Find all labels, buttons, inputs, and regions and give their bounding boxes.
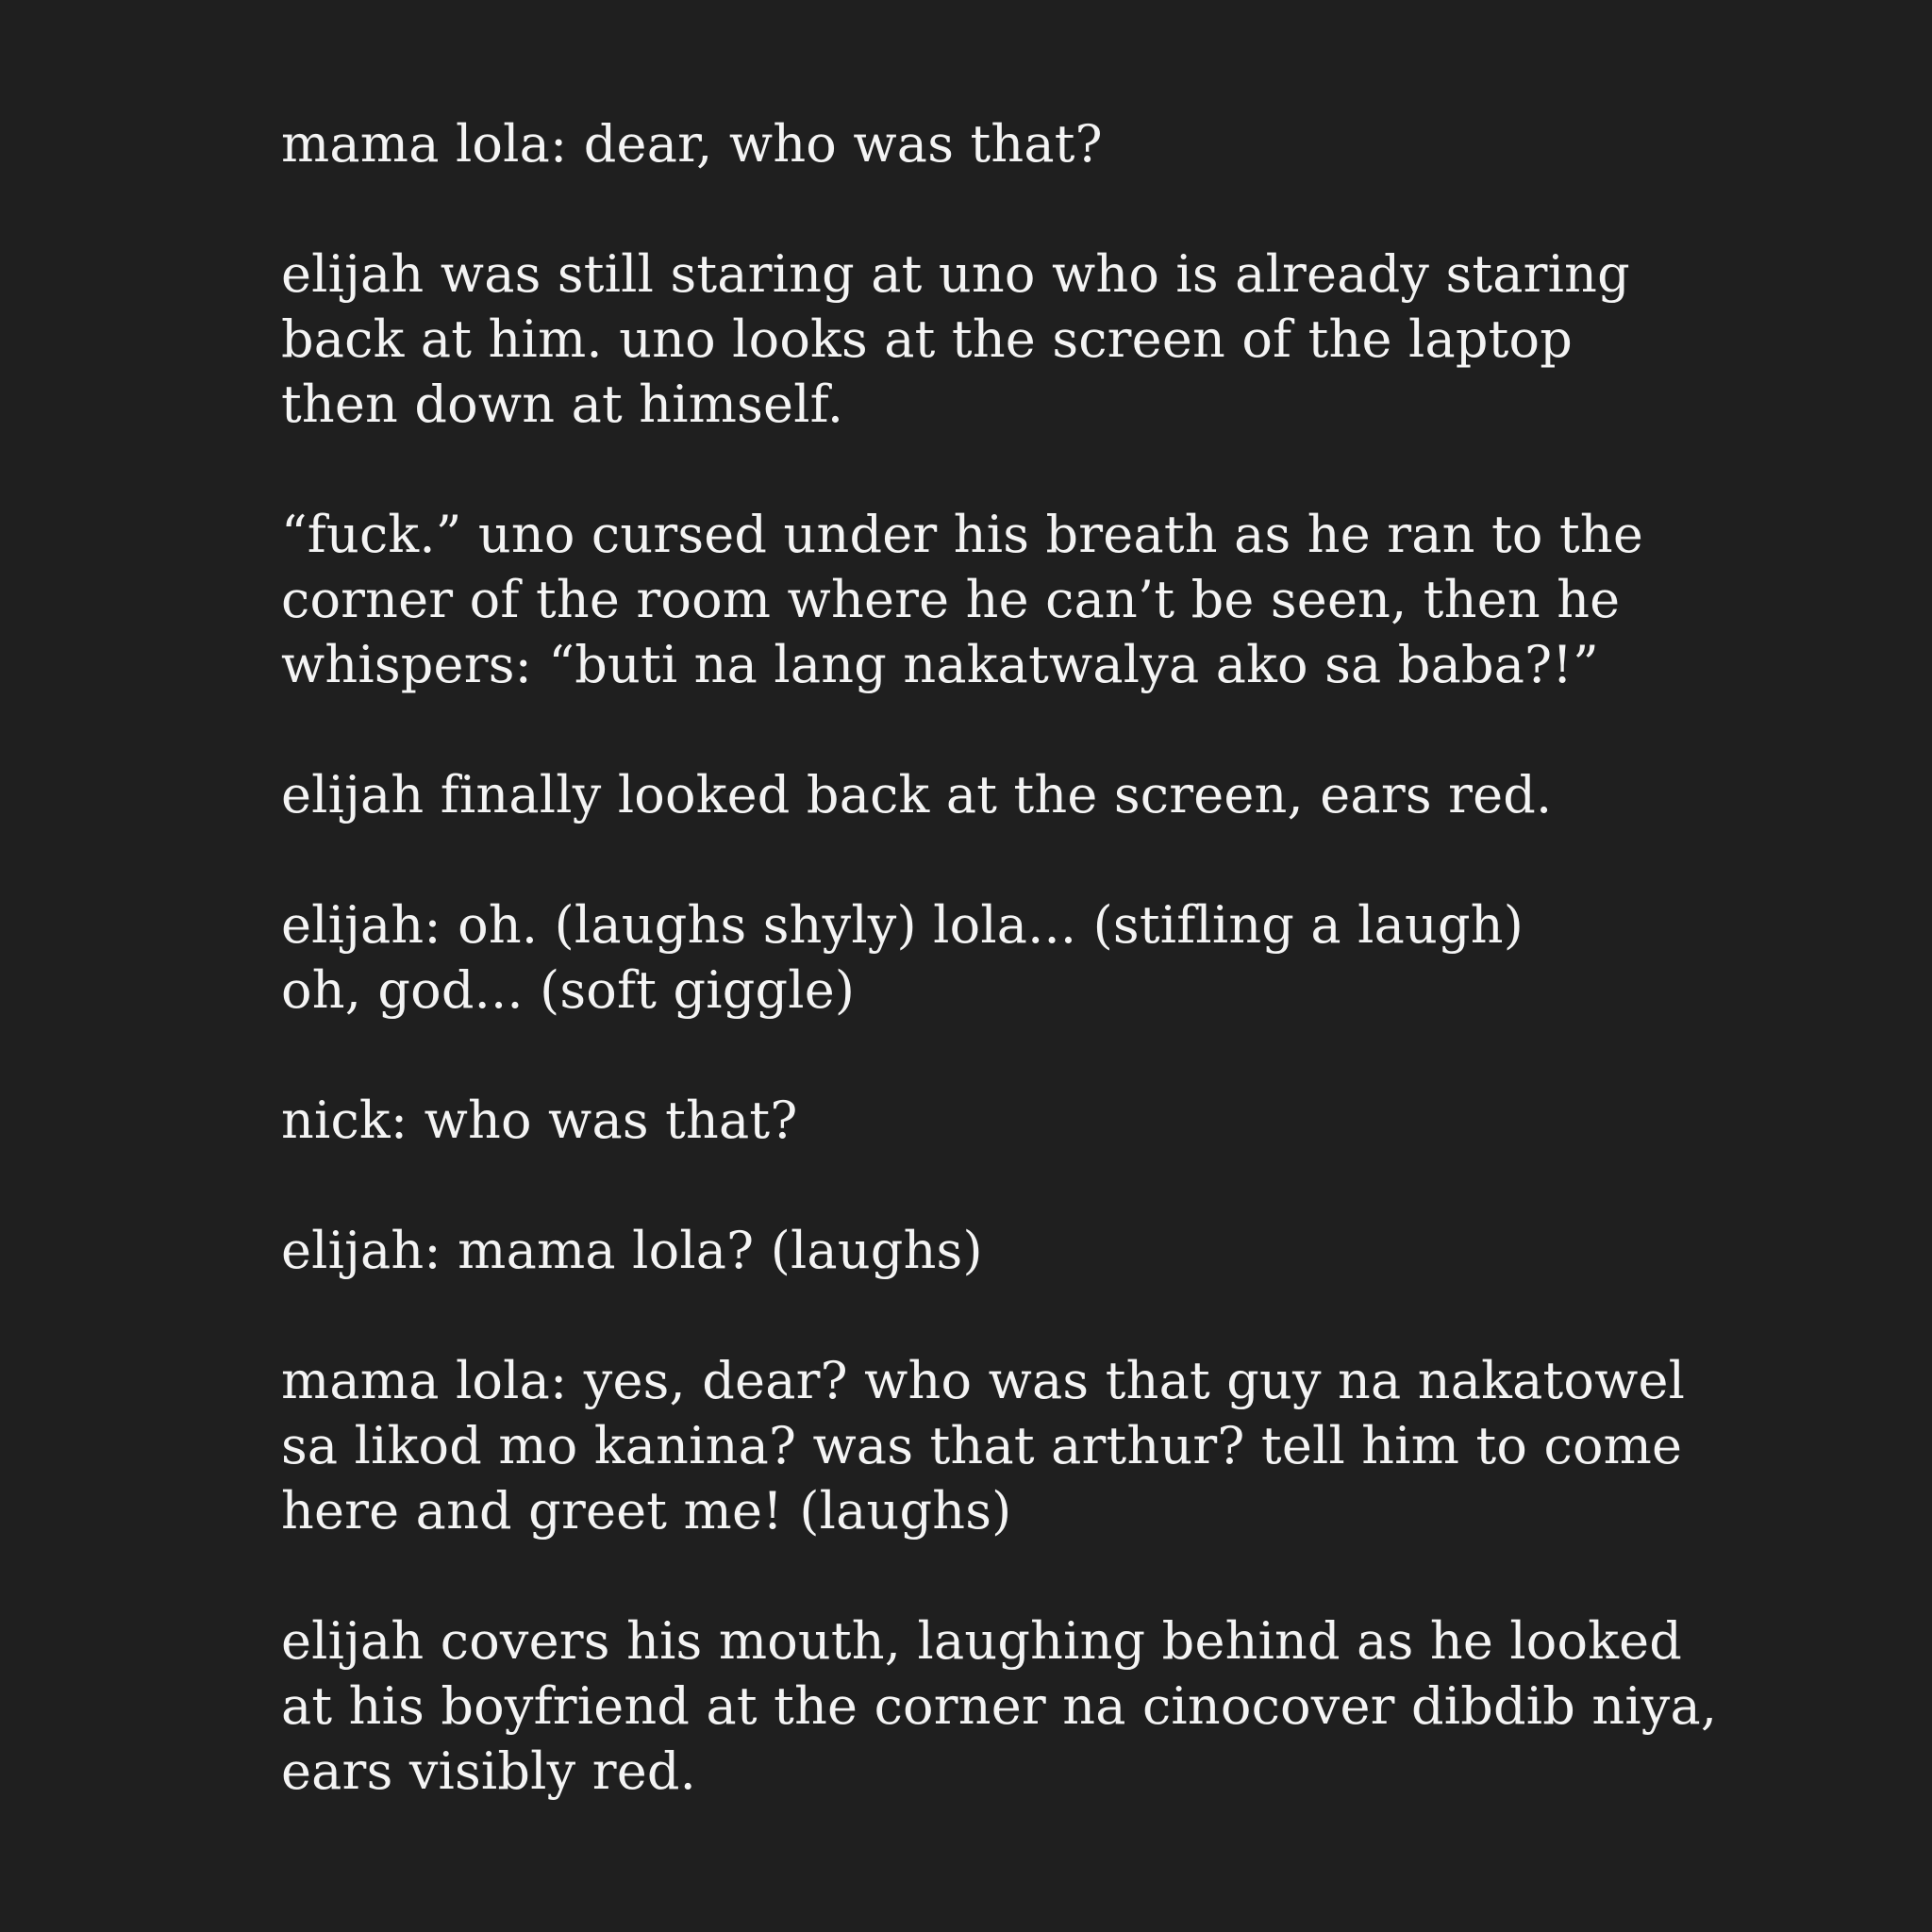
- text-line: here and greet me! (laughs): [281, 1481, 1012, 1541]
- text-line: mama lola: dear, who was that?: [281, 114, 1103, 174]
- paragraph-8: [281, 1348, 1734, 1543]
- text-line: elijah covers his mouth, laughing behind as he looked: [281, 1611, 1683, 1671]
- text-line: ears visibly red.: [281, 1741, 697, 1801]
- paragraph-6: [281, 1088, 1734, 1153]
- paragraph-2: [281, 242, 1734, 437]
- paragraph-gap: [281, 437, 1734, 502]
- paragraph-5: [281, 892, 1734, 1023]
- paragraph-gap: [281, 176, 1734, 242]
- text-line: “fuck.” uno cursed under his breath as he ran to the: [281, 505, 1644, 564]
- paragraph-gap: [281, 1023, 1734, 1088]
- text-line: mama lola: yes, dear? who was that guy na nakatowel: [281, 1351, 1686, 1410]
- paragraph-gap: [281, 827, 1734, 892]
- paragraph-gap: [281, 697, 1734, 762]
- text-line: at his boyfriend at the corner na cinocover dibdib niya,: [281, 1676, 1718, 1736]
- text-line: whispers: “buti na lang nakatwalya ako sa baba?!”: [281, 635, 1599, 694]
- story-text: [281, 111, 1734, 1804]
- paragraph-gap: [281, 1543, 1734, 1608]
- text-line: then down at himself.: [281, 375, 844, 434]
- text-line: sa likod mo kanina? was that arthur? tell him to come: [281, 1416, 1683, 1475]
- text-line: elijah was still staring at uno who is already staring: [281, 244, 1630, 304]
- paragraph-3: [281, 502, 1734, 697]
- text-line: nick: who was that?: [281, 1091, 798, 1150]
- text-line: elijah: mama lola? (laughs): [281, 1221, 983, 1280]
- text-line: elijah finally looked back at the screen, ears red.: [281, 765, 1553, 824]
- text-line: corner of the room where he can’t be seen, then he: [281, 570, 1621, 629]
- paragraph-gap: [281, 1283, 1734, 1348]
- paragraph-1: [281, 111, 1734, 176]
- paragraph-4: [281, 762, 1734, 827]
- text-line: back at him. uno looks at the screen of the laptop: [281, 309, 1574, 369]
- text-line: oh, god... (soft giggle): [281, 960, 856, 1020]
- paragraph-gap: [281, 1153, 1734, 1218]
- paragraph-7: [281, 1218, 1734, 1283]
- paragraph-9: [281, 1608, 1734, 1804]
- text-line: elijah: oh. (laughs shyly) lola... (stifling a laugh): [281, 895, 1524, 955]
